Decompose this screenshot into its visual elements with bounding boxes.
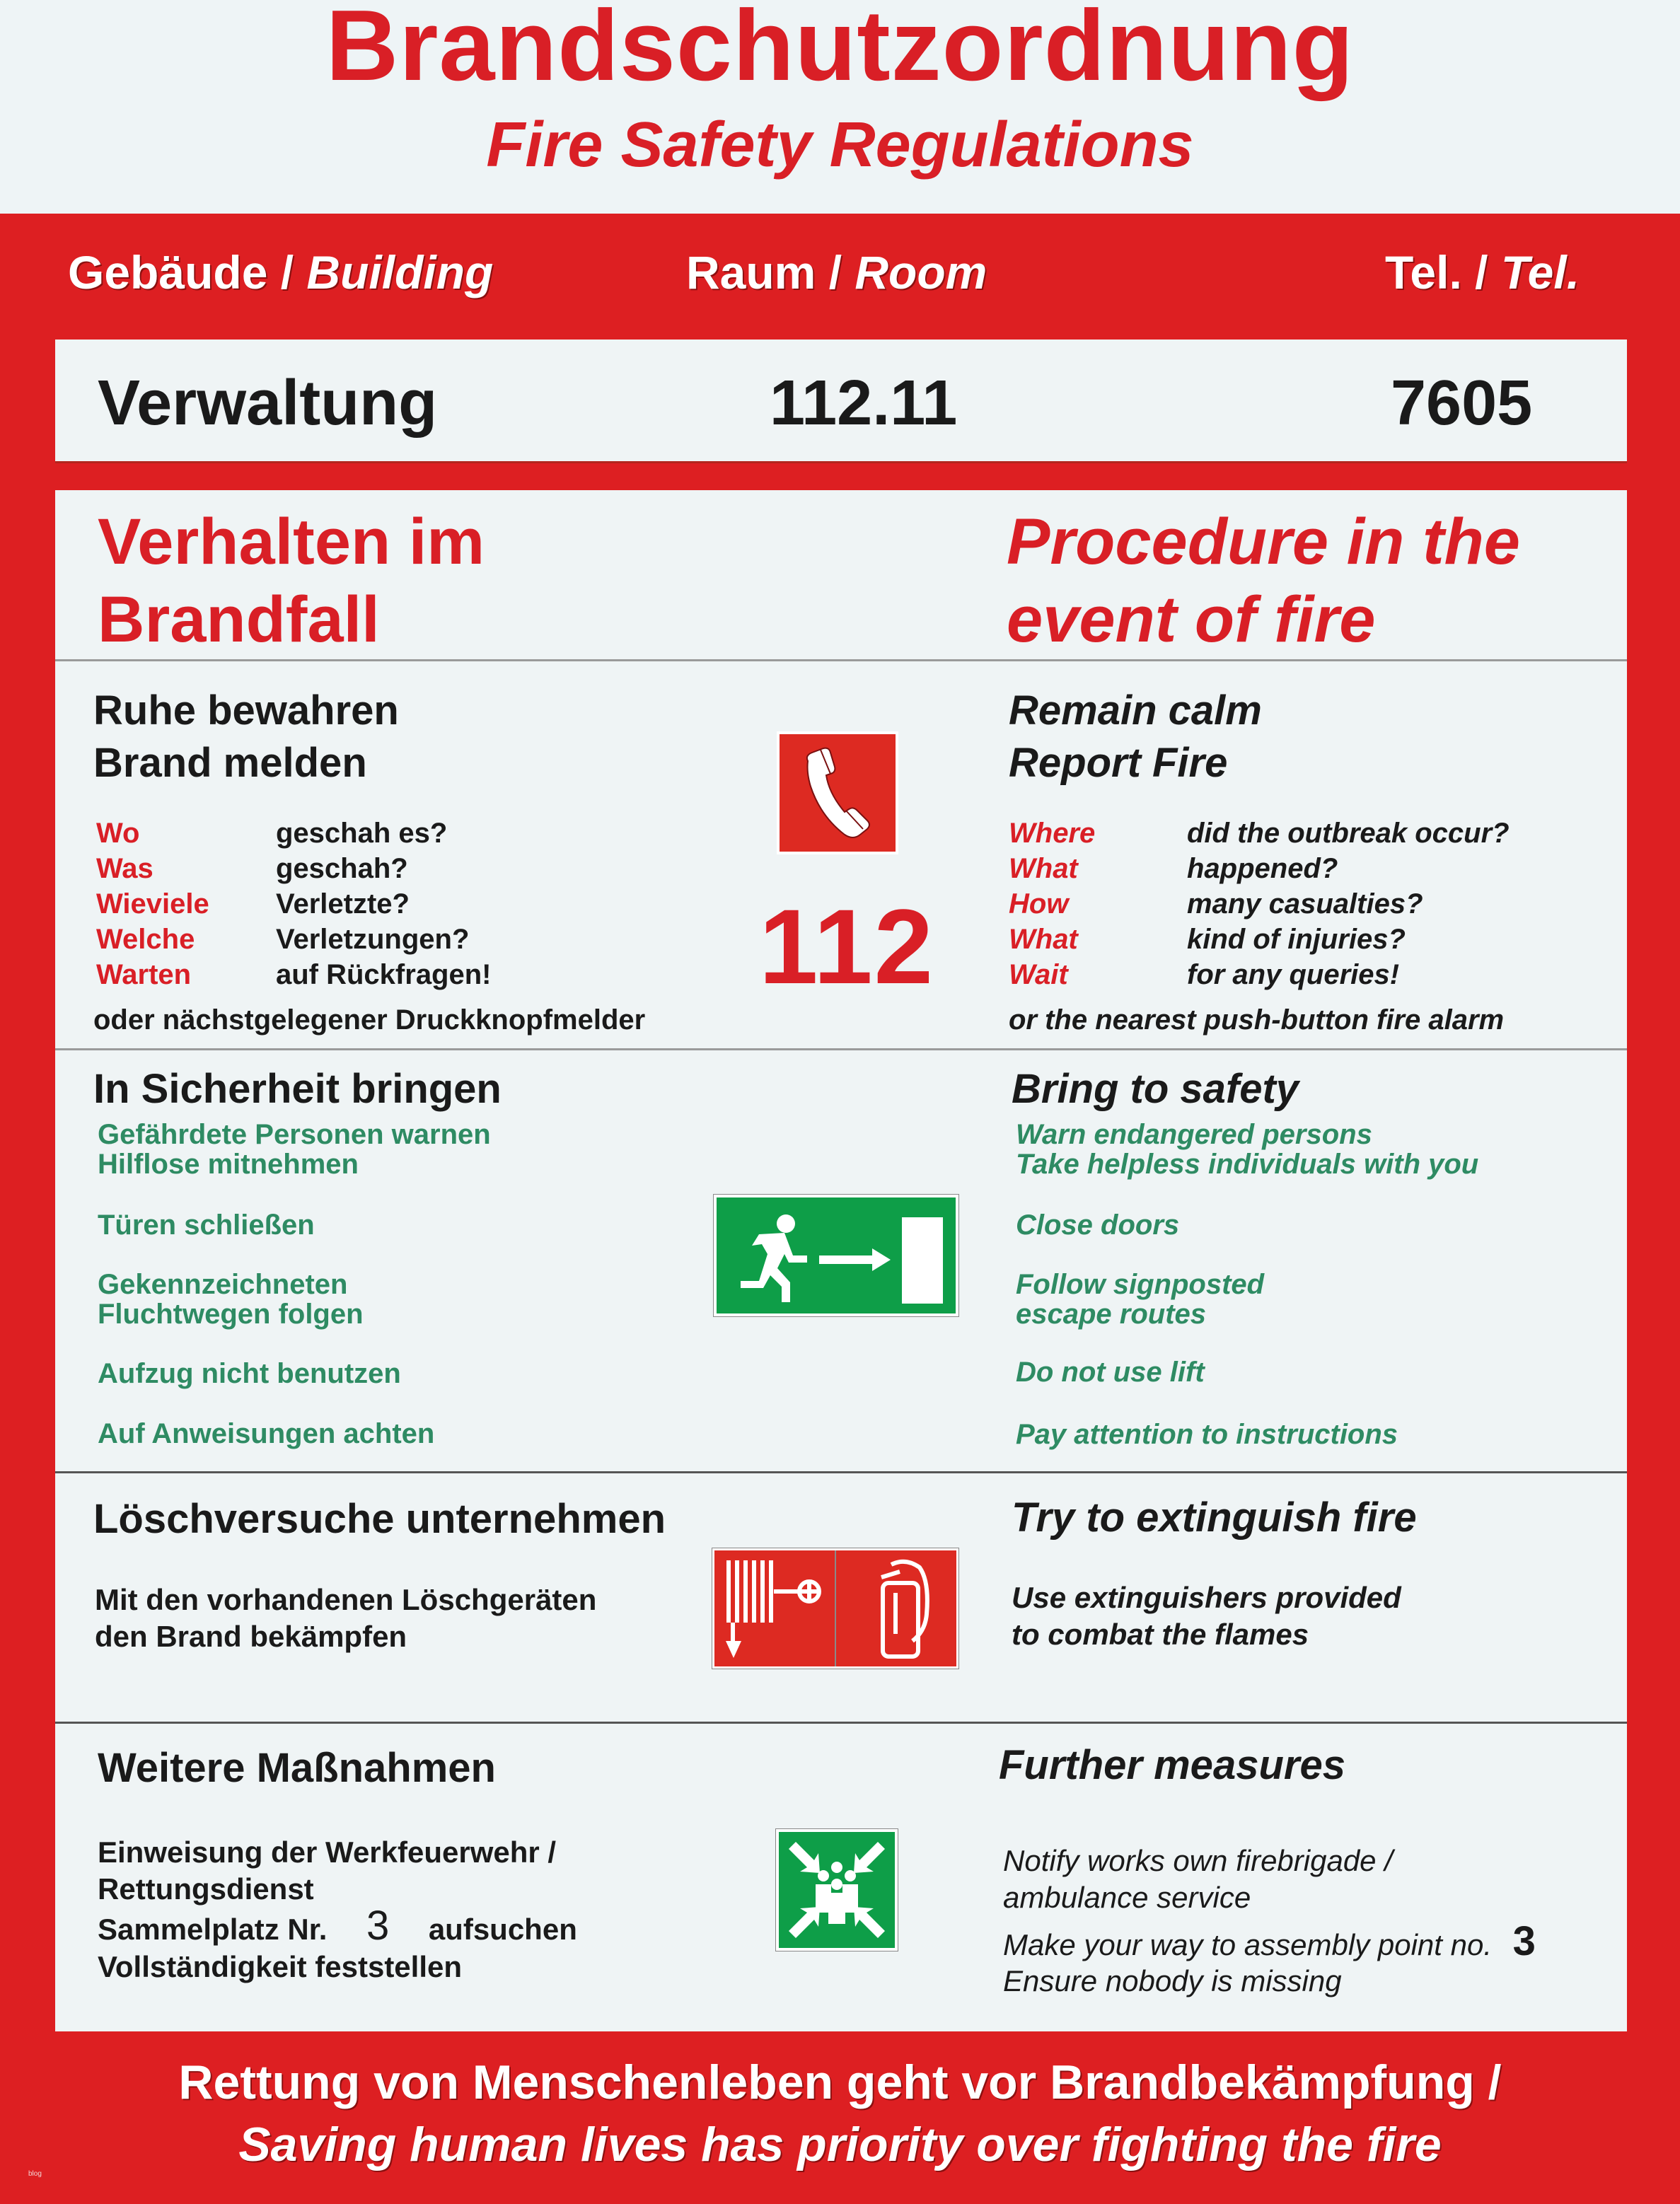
safety-item-en <box>1016 1270 1264 1329</box>
safety-heading-de: In Sicherheit bringen <box>93 1066 502 1112</box>
safety-item-line: Pay attention to instructions <box>1016 1419 1398 1450</box>
safety-item-en <box>1016 1120 1478 1179</box>
procedure-heading-en <box>1007 503 1520 659</box>
question-text: Verletzungen? <box>276 924 470 955</box>
extinguish-text-de <box>95 1582 596 1655</box>
question-word: Was <box>96 853 153 884</box>
report-heading-de-line1: Ruhe bewahren <box>93 688 399 733</box>
further-de-line2: Rettungsdienst <box>98 1872 314 1906</box>
page-subtitle: Fire Safety Regulations <box>486 110 1194 180</box>
report-note-de: oder nächstgelegener Druckknopfmelder <box>93 1004 646 1036</box>
question-word: Wieviele <box>96 888 209 920</box>
procedure-heading-en-line1: Procedure in the <box>1007 506 1520 578</box>
safety-item-line: Close doors <box>1016 1210 1180 1241</box>
watermark: blog <box>28 2170 42 2178</box>
building-label-en: Building <box>306 246 494 298</box>
section-divider <box>55 1722 1627 1724</box>
question-word: What <box>1009 924 1078 955</box>
report-note-en: or the nearest push-button fire alarm <box>1009 1004 1505 1036</box>
extinguish-text-en-line1: Use extinguishers provided <box>1012 1581 1401 1614</box>
safety-item-line: Follow signposted <box>1016 1269 1265 1300</box>
safety-item-en <box>1016 1210 1179 1240</box>
section-divider <box>55 1048 1627 1050</box>
report-heading-en-line2: Report Fire <box>1009 740 1228 786</box>
assembly-point-row-de <box>98 1903 577 1949</box>
question-text: many casualties? <box>1187 888 1423 920</box>
question-text: for any queries! <box>1187 959 1400 990</box>
assembly-point-icon <box>775 1828 898 1951</box>
question-word: Where <box>1009 818 1096 849</box>
safety-item-de <box>98 1210 315 1240</box>
safety-item-en <box>1016 1420 1398 1449</box>
question-word: Wo <box>96 818 140 849</box>
emergency-exit-right-icon <box>713 1194 959 1317</box>
question-text: did the outbreak occur? <box>1187 818 1510 849</box>
further-heading-en: Further measures <box>999 1742 1345 1788</box>
assembly-point-row-en <box>1003 1916 1536 1963</box>
building-label <box>68 244 493 301</box>
section-divider <box>55 659 1627 661</box>
question-word: What <box>1009 853 1078 884</box>
question-text: geschah es? <box>276 818 448 849</box>
extinguish-heading-de: Löschversuche unternehmen <box>93 1496 666 1542</box>
assembly-point-label-de: Sammelplatz Nr. <box>98 1913 328 1946</box>
safety-item-line: Take helpless individuals with you <box>1016 1149 1479 1180</box>
assembly-point-action-de: aufsuchen <box>428 1913 577 1946</box>
procedure-heading-de <box>98 503 485 659</box>
report-heading-de <box>93 685 399 789</box>
procedure-heading-de-line1: Verhalten im <box>98 506 485 578</box>
fire-equipment-signs <box>712 1548 959 1669</box>
footer-line-de: Rettung von Menschenleben geht vor Brandbekämpfung / <box>178 2055 1502 2109</box>
main-panel <box>55 490 1627 2031</box>
tel-label <box>1385 244 1580 301</box>
room-label <box>686 244 987 301</box>
procedure-heading-de-line2: Brandfall <box>98 584 380 656</box>
further-text-en <box>1003 1843 1536 2000</box>
safety-item-line: Hilflose mitnehmen <box>98 1149 359 1180</box>
safety-item-line: Warn endangered persons <box>1016 1119 1372 1150</box>
info-box <box>55 340 1627 463</box>
question-text: auf Rückfragen! <box>276 959 492 990</box>
safety-item-line: Türen schließen <box>98 1210 315 1241</box>
safety-item-de <box>98 1359 401 1388</box>
question-word: How <box>1009 888 1069 920</box>
room-value: 112.11 <box>770 368 958 439</box>
assembly-point-number-de: 3 <box>366 1903 390 1949</box>
tel-value: 7605 <box>1391 368 1533 439</box>
further-text-de <box>98 1834 577 1985</box>
further-en-line2: ambulance service <box>1003 1881 1251 1914</box>
assembly-point-number-en: 3 <box>1512 1918 1536 1964</box>
question-word: Wait <box>1009 959 1068 990</box>
procedure-heading-en-line2: event of fire <box>1007 584 1376 656</box>
further-heading-de: Weitere Maßnahmen <box>98 1745 496 1791</box>
building-value: Verwaltung <box>98 368 438 439</box>
section-divider <box>55 1471 1627 1473</box>
question-word: Welche <box>96 924 195 955</box>
further-en-line4: Ensure nobody is missing <box>1003 1964 1342 1997</box>
building-label-de: Gebäude / <box>68 246 307 298</box>
safety-heading-en: Bring to safety <box>1012 1066 1299 1112</box>
question-text: happened? <box>1187 853 1338 884</box>
emergency-number: 112 <box>759 887 934 1006</box>
tel-label-de: Tel. / <box>1385 246 1501 298</box>
extinguish-text-de-line2: den Brand bekämpfen <box>95 1620 407 1653</box>
tel-label-en: Tel. <box>1500 246 1580 298</box>
safety-item-en <box>1016 1357 1205 1387</box>
footer-line-en: Saving human lives has priority over fighting the fire <box>238 2118 1442 2171</box>
question-text: geschah? <box>276 853 408 884</box>
further-en-line1: Notify works own firebrigade / <box>1003 1844 1393 1877</box>
fire-telephone-icon <box>777 731 898 854</box>
question-word: Warten <box>96 959 192 990</box>
safety-item-line: Do not use lift <box>1016 1357 1205 1388</box>
extinguish-text-de-line1: Mit den vorhandenen Löschgeräten <box>95 1583 597 1616</box>
question-text: kind of injuries? <box>1187 924 1406 955</box>
safety-item-line: Gekennzeichneten <box>98 1269 348 1300</box>
safety-item-de <box>98 1120 491 1179</box>
extinguish-text-en <box>1012 1579 1401 1653</box>
further-de-line4: Vollständigkeit feststellen <box>98 1950 463 1983</box>
safety-item-line: Gefährdete Personen warnen <box>98 1119 491 1150</box>
question-text: Verletzte? <box>276 888 410 920</box>
safety-item-de <box>98 1270 364 1329</box>
room-label-en: Room <box>855 246 987 298</box>
assembly-point-label-en: Make your way to assembly point no. <box>1003 1928 1492 1961</box>
safety-item-line: Fluchtwegen folgen <box>98 1299 364 1330</box>
safety-item-line: Aufzug nicht benutzen <box>98 1358 401 1389</box>
report-heading-en-line1: Remain calm <box>1009 688 1262 733</box>
report-heading-en <box>1009 685 1262 789</box>
safety-item-line: escape routes <box>1016 1299 1207 1330</box>
report-heading-de-line2: Brand melden <box>93 740 367 786</box>
safety-item-line: Auf Anweisungen achten <box>98 1418 435 1449</box>
safety-item-de <box>98 1419 434 1449</box>
page-title: Brandschutzordnung <box>325 0 1355 102</box>
extinguish-heading-en: Try to extinguish fire <box>1012 1495 1417 1541</box>
room-label-de: Raum / <box>686 246 855 298</box>
extinguish-text-en-line2: to combat the flames <box>1012 1618 1309 1651</box>
further-de-line1: Einweisung der Werkfeuerwehr / <box>98 1835 557 1869</box>
